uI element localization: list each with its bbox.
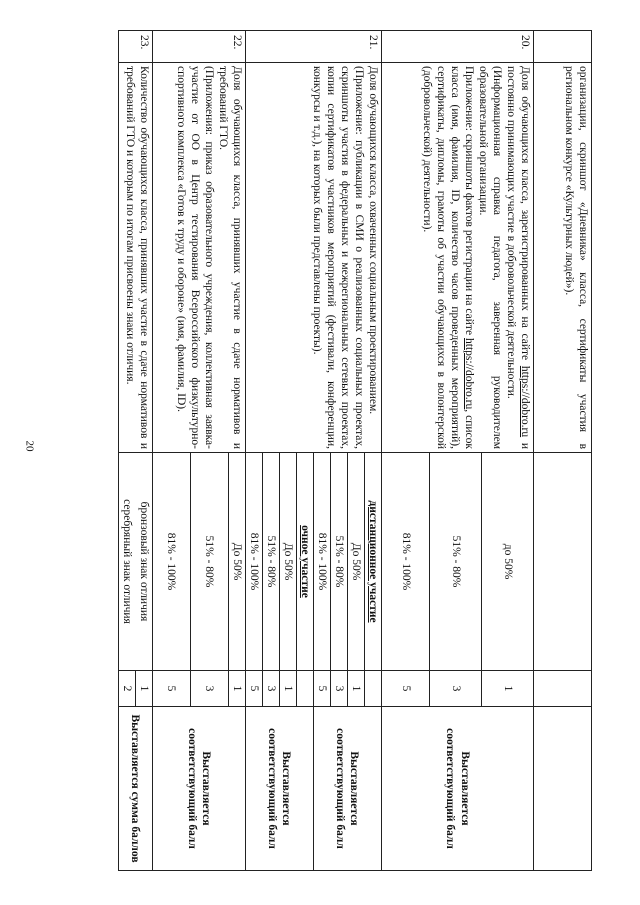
criteria-table	[118, 30, 592, 871]
page-number: 20	[23, 440, 36, 452]
row-number-cell	[534, 31, 592, 63]
result-cell: Выставляется соответствующий балл	[382, 707, 534, 871]
row-number-cell: 22.	[152, 31, 245, 63]
description-cell	[382, 63, 534, 453]
points-cell: 1	[228, 671, 245, 707]
points-cell	[364, 671, 381, 707]
points-cell: 3	[430, 671, 482, 707]
points-cell: 1	[482, 671, 534, 707]
result-cell: Выставляется соответствующий балл	[152, 707, 245, 871]
points-cell: 3	[330, 671, 347, 707]
desc-text: (Приложения: приказ образовательного учреждения, коллективная заявка-участие от ОО в Центр тестирования Всероссийского физкультурно-спортивного комплекса «Готов к труду и обороне» (имя, фамилия, ID).	[174, 66, 215, 449]
criterion-cell: 51% - 80%	[262, 453, 279, 671]
desc-text: Доля обучающихся класса, зарегистрированных на сайте	[519, 66, 531, 366]
desc-text: (Информационная справка педагога, заверенная руководителем образовательной организации.	[476, 66, 503, 449]
criterion-cell: 81% - 100%	[245, 453, 262, 671]
criterion-cell: До 50%	[347, 453, 364, 671]
criterion-cell: 81% - 100%	[382, 453, 430, 671]
criterion-cell: 81% - 100%	[152, 453, 190, 671]
table-row	[534, 31, 592, 871]
row-number-cell: 21.	[245, 31, 381, 63]
criterion-cell: бронзовый знак отличия	[135, 453, 152, 671]
criterion-cell: До 50%	[279, 453, 296, 671]
points-cell: 1	[279, 671, 296, 707]
points-cell: 1	[347, 671, 364, 707]
row-number-cell: 23.	[118, 31, 152, 63]
subheader-remote: дистанционное участие	[364, 453, 381, 671]
points-cell	[296, 671, 313, 707]
criterion-cell: До 50%	[228, 453, 245, 671]
description-cell	[152, 63, 245, 453]
points-cell: 5	[152, 671, 190, 707]
result-cell: Выставляется сумма баллов	[118, 707, 152, 871]
result-cell	[534, 707, 592, 871]
points-cell: 1	[135, 671, 152, 707]
criterion-cell: серебряный знак отличия	[118, 453, 135, 671]
table-row	[482, 31, 534, 871]
desc-text: Доля обучающихся класса, охваченных социальным проектированием.	[367, 66, 379, 415]
criterion-cell: 51% - 80%	[330, 453, 347, 671]
points-cell	[534, 671, 592, 707]
desc-text: , список класса (имя, фамилия, ID, количество часов проведенных мероприятий), сертификаты, дипломы, грамоты об участии обучающихся в волонтерской (добровольческой) деятельности).	[420, 66, 475, 449]
criterion-cell: 51% - 80%	[430, 453, 482, 671]
criterion-cell: до 50%	[482, 453, 534, 671]
dobro-link[interactable]: https://dobro.ru	[519, 365, 531, 438]
table-row	[135, 31, 152, 871]
points-cell: 3	[190, 671, 228, 707]
description-cell	[245, 63, 381, 453]
description-cell: Количество обучающихся класса, принявших участие в сдаче нормативов и требований ГТО и которым по итогам присвоены знаки отличия.	[118, 63, 152, 453]
criterion-cell: 51% - 80%	[190, 453, 228, 671]
subheader-in-person: очное участие	[296, 453, 313, 671]
desc-text: (Приложение: публикации в СМИ о реализованных социальных проектах, скриншоты участия в федеральных и межрегиональных сетевых проектах, копии сертификатов участников мероприятий (фестивали, конференции, конкурсы и т.д.), на которых были представлены проекты).	[310, 66, 365, 449]
result-cell: Выставляется соответствующий балл	[245, 707, 313, 871]
points-cell: 2	[118, 671, 135, 707]
desc-text: и постоянно принимающих участие в добровольческой деятельности.	[504, 66, 531, 449]
criterion-cell	[534, 453, 592, 671]
criterion-cell: 81% - 100%	[313, 453, 330, 671]
points-cell: 5	[382, 671, 430, 707]
points-cell: 3	[262, 671, 279, 707]
dobro-link[interactable]: https://dobro.ru	[462, 338, 475, 410]
row-number-cell: 20.	[382, 31, 534, 63]
points-cell: 5	[313, 671, 330, 707]
points-cell: 5	[245, 671, 262, 707]
description-cell: организации, скриншот «Дневника» класса, сертификаты участия в региональном конкурсе «Культурных людей»).	[534, 63, 592, 453]
table-row	[364, 31, 381, 871]
table-row	[228, 31, 245, 871]
desc-text: Доля обучающихся класса, принявших участие в сдаче нормативов и требований ГТО.	[216, 66, 243, 449]
desc-text: Приложение: скриншоты фактов регистрации на сайте	[462, 66, 475, 339]
result-cell: Выставляется соответствующий балл	[313, 707, 381, 871]
rotated-page-content	[44, 30, 592, 870]
